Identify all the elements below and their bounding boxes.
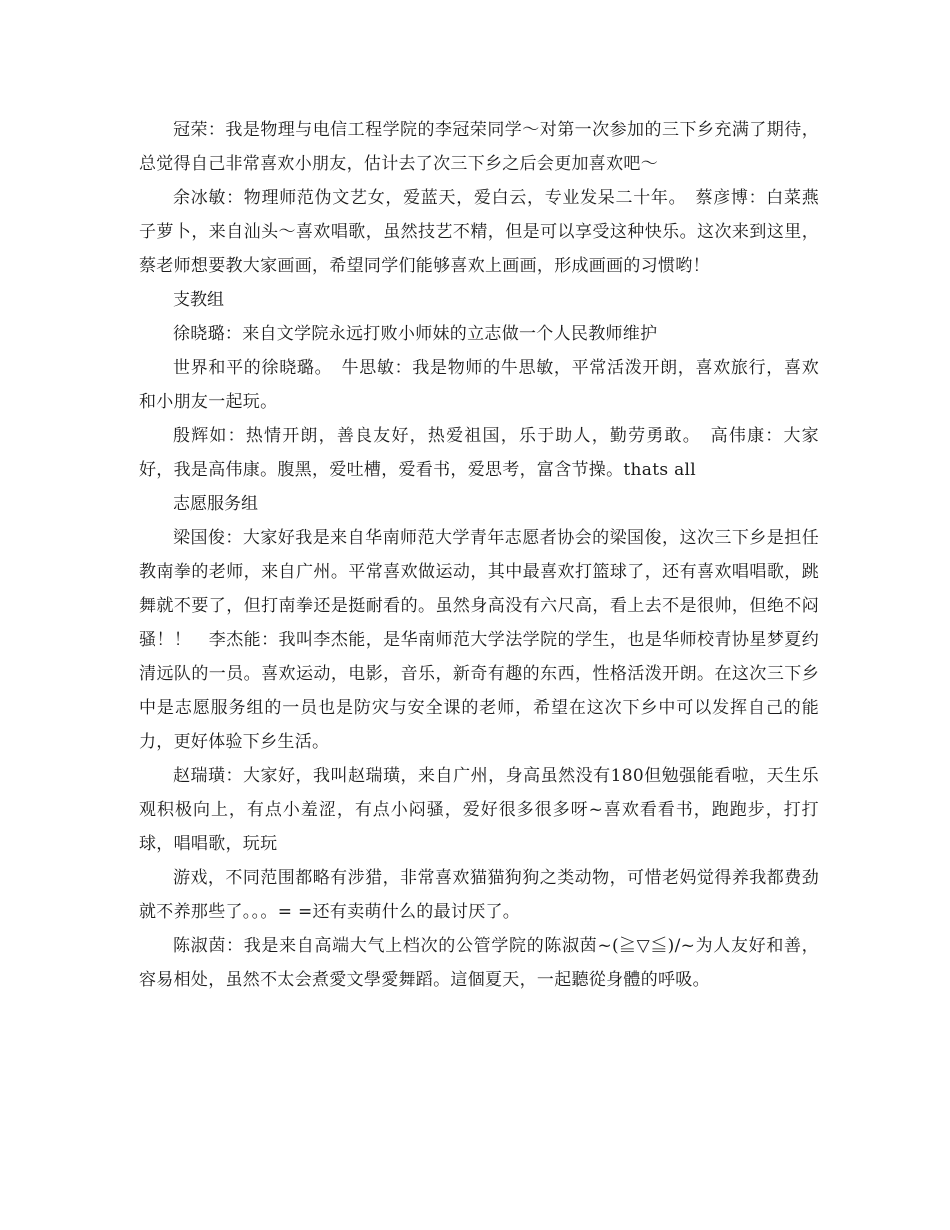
section-heading-teaching-group: 支教组	[173, 290, 224, 310]
paragraph-zhaoruihuang-cont: 游戏，不同范围都略有涉猎，非常喜欢猫猫狗狗之类动物，可惜老妈觉得养我都费劲就不养那些了。。。= =还有卖萌什么的最讨厌了。	[139, 868, 819, 922]
paragraph-xuxiaolu: 徐晓璐：来自文学院永远打败小师妹的立志做一个人民教师维护	[173, 324, 658, 344]
paragraph-chenshuyin: 陈淑茵：我是来自高端大气上档次的公管学院的陈淑茵~(≧▽≦)/~为人友好和善，容易相处，虽然不太会煮愛文學愛舞蹈。這個夏天，一起聽從身體的呼吸。	[139, 936, 819, 990]
paragraph-guanrong: 冠荣：我是物理与电信工程学院的李冠荣同学～对第一次参加的三下乡充满了期待，总觉得自己非常喜欢小朋友，估计去了次三下乡之后会更加喜欢吧～	[139, 120, 819, 174]
paragraph-zhaoruihuang: 赵瑞璜：大家好，我叫赵瑞璜，来自广州，身高虽然没有180但勉强能看啦，天生乐观积极向上，有点小羞涩，有点小闷骚，爱好很多很多呀~喜欢看看书，跑跑步，打打球，唱唱歌，玩玩	[139, 766, 819, 854]
paragraph-yubingmin-caiyanbo: 余冰敏：物理师范伪文艺女，爱蓝天，爱白云，专业发呆二十年。 蔡彦博：白菜燕子萝卜，来自汕头～喜欢唱歌，虽然技艺不精，但是可以享受这种快乐。这次来到这里，蔡老师想要教大家画画，希望同学们能够喜欢上画画，形成画画的习惯哟！	[139, 188, 819, 276]
document-body	[139, 113, 819, 997]
section-heading-volunteer-group: 志愿服务组	[173, 494, 258, 514]
paragraph-xuxiaolu-niusimin: 世界和平的徐晓璐。 牛思敏：我是物师的牛思敏，平常活泼开朗，喜欢旅行，喜欢和小朋友一起玩。	[139, 358, 819, 412]
paragraph-liangguojun-lijieneng: 梁国俊：大家好我是来自华南师范大学青年志愿者协会的梁国俊，这次三下乡是担任教南拳的老师，来自广州。平常喜欢做运动，其中最喜欢打篮球了，还有喜欢唱唱歌，跳舞就不要了，但打南拳还是挺耐看的。虽然身高没有六尺高，看上去不是很帅，但绝不闷骚！！ 李杰能：我叫李杰能，是华南师范大学法学院的学生，也是华师校青协星梦夏约清远队的一员。喜欢运动，电影，音乐，新奇有趣的东西，性格活泼开朗。在这次三下乡中是志愿服务组的一员也是防灾与安全课的老师，希望在这次下乡中可以发挥自己的能力，更好体验下乡生活。	[139, 528, 819, 752]
paragraph-yinhuiru-gaoweikang: 殷辉如：热情开朗，善良友好，热爱祖国，乐于助人，勤劳勇敢。 高伟康：大家好，我是高伟康。腹黑，爱吐槽，爱看书，爱思考，富含节操。thats all	[139, 426, 819, 480]
